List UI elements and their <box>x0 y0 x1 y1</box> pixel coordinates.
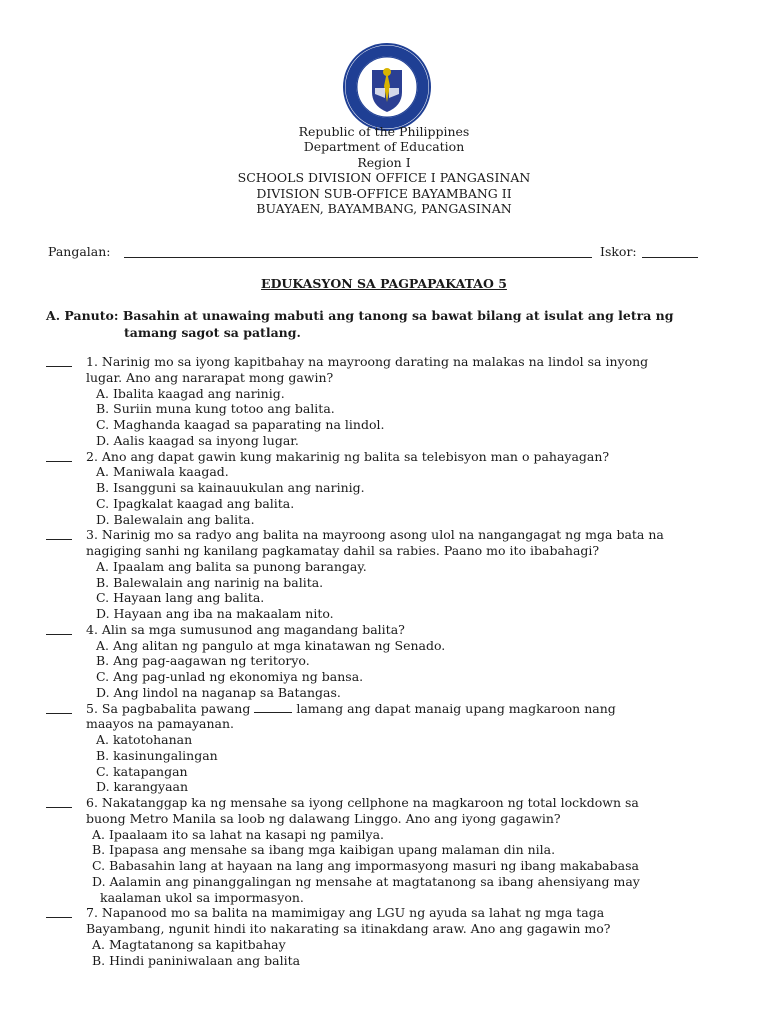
question-text-cont: buong Metro Manila sa loob ng dalawang Linggo. Ano ang iyong gagawin? <box>86 810 561 826</box>
question-text-cont: maayos na pamayanan. <box>86 716 235 732</box>
question-text: 5. Sa pagbabalita pawang <box>86 700 251 716</box>
name-score-row <box>48 244 708 260</box>
question-text: 3. Narinig mo sa radyo ang balita na mayroong asong ulol na nangangagat ng mga bata na <box>86 527 664 543</box>
choice: D. Aalamin ang pinanggalingan ng mensahe at magtatanong sa ibang ahensiyang may <box>92 873 640 889</box>
question-text: 6. Nakatanggap ka ng mensahe sa iyong cellphone na magkaroon ng total lockdown sa <box>86 795 639 810</box>
deped-seal-icon <box>342 42 432 132</box>
answer-blank[interactable] <box>46 527 72 540</box>
question-text: 1. Narinig mo sa iyong kapitbahay na mayroong darating na malakas na lindol sa inyong <box>86 354 649 369</box>
question-text-cont: Bayambang, ngunit hindi ito nakarating sa itinakdang araw. Ano ang gagawin mo? <box>86 921 611 936</box>
header-department: Department of Education <box>303 139 465 155</box>
choice: D. Hayaan ang iba na makaalam nito. <box>96 606 334 621</box>
choice: D. karangyaan <box>96 779 189 795</box>
document-header <box>0 124 768 216</box>
question-item <box>46 795 726 905</box>
choice: A. katotohanan <box>96 732 193 747</box>
choice: D. Balewalain ang balita. <box>96 511 255 527</box>
choice: C. Maghanda kaagad sa paparating na lindol. <box>96 417 385 432</box>
header-region: Region I <box>357 154 411 170</box>
choice: C. katapangan <box>96 763 188 779</box>
choice-cont: kaalaman ukol sa impormasyon. <box>100 889 304 905</box>
header-republic: Republic of the Philippines <box>298 124 470 139</box>
question-item <box>46 527 726 622</box>
choice: A. Ibalita kaagad ang narinig. <box>96 385 285 401</box>
instructions <box>46 307 726 341</box>
deped-seal <box>342 42 432 132</box>
answer-blank[interactable] <box>46 905 72 918</box>
question-item <box>46 701 726 796</box>
choice: A. Ipaalaam ito sa lahat na kasapi ng pamilya. <box>92 826 385 842</box>
choice: B. Ipapasa ang mensahe sa ibang mga kaibigan upang malaman din nila. <box>92 842 556 858</box>
question-item <box>46 449 726 528</box>
choice: B. Balewalain ang narinig na balita. <box>96 574 324 590</box>
instructions-line-2: tamang sagot sa patlang. <box>124 325 301 340</box>
instructions-line-1: A. Panuto: Basahin at unawaing mabuti ang tanong sa bawat bilang at isulat ang letra ng <box>46 308 674 323</box>
score-field[interactable] <box>642 257 698 258</box>
choice: C. Hayaan lang ang balita. <box>96 590 265 606</box>
answer-blank[interactable] <box>46 701 72 714</box>
score-label: Iskor: <box>600 244 637 259</box>
question-text-cont: nagiging sanhi ng kanilang pagkamatay dahil sa rabies. Paano mo ito ibabahagi? <box>86 543 600 558</box>
choice: C. Ang pag-unlad ng ekonomiya ng bansa. <box>96 669 364 684</box>
question-text: 2. Ano ang dapat gawin kung makarinig ng balita sa telebisyon man o pahayagan? <box>86 448 610 464</box>
choice: B. Hindi paniniwalaan ang balita <box>92 952 301 968</box>
question-item <box>46 622 726 701</box>
choice: A. Ang alitan ng pangulo at mga kinatawan ng Senado. <box>96 637 446 653</box>
choice: A. Magtatanong sa kapitbahay <box>92 936 286 952</box>
answer-blank[interactable] <box>46 622 72 635</box>
choice: D. Ang lindol na naganap sa Batangas. <box>96 684 341 700</box>
name-label: Pangalan: <box>48 244 111 259</box>
subject-title: EDUKASYON SA PAGPAPAKATAO 5 <box>261 276 507 291</box>
answer-blank[interactable] <box>46 449 72 462</box>
choice: C. Babasahin lang at hayaan na lang ang impormasyong masuri ng ibang makababasa <box>92 858 639 873</box>
header-address: BUAYAEN, BAYAMBANG, PANGASINAN <box>256 201 512 217</box>
question-text: 4. Alin sa mga sumusunod ang magandang balita? <box>86 621 405 637</box>
choice: B. Isangguni sa kainauukulan ang narinig. <box>96 480 365 495</box>
fill-in-blank[interactable] <box>254 702 292 713</box>
question-text: 7. Napanood mo sa balita na mamimigay ang LGU ng ayuda sa lahat ng mga taga <box>86 905 605 921</box>
choice: C. Ipagkalat kaagad ang balita. <box>96 495 295 511</box>
choice: A. Ipaalam ang balita sa punong barangay. <box>96 558 367 574</box>
choice: B. kasinungalingan <box>96 747 218 763</box>
header-division-office: SCHOOLS DIVISION OFFICE I PANGASINAN <box>237 170 531 186</box>
question-text-after-blank: lamang ang dapat manaig upang magkaroon nang <box>296 700 616 716</box>
question-item <box>46 905 726 968</box>
choice: A. Maniwala kaagad. <box>96 464 229 480</box>
answer-blank[interactable] <box>46 354 72 367</box>
question-list <box>46 354 726 968</box>
question-text-cont: lugar. Ano ang nararapat mong gawin? <box>86 369 334 385</box>
header-sub-office: DIVISION SUB-OFFICE BAYAMBANG II <box>256 185 512 201</box>
answer-blank[interactable] <box>46 795 72 808</box>
choice: D. Aalis kaagad sa inyong lugar. <box>96 432 299 448</box>
name-field[interactable] <box>124 257 592 258</box>
choice: B. Ang pag-aagawan ng teritoryo. <box>96 653 310 669</box>
choice: B. Suriin muna kung totoo ang balita. <box>96 401 335 417</box>
question-item <box>46 354 726 449</box>
